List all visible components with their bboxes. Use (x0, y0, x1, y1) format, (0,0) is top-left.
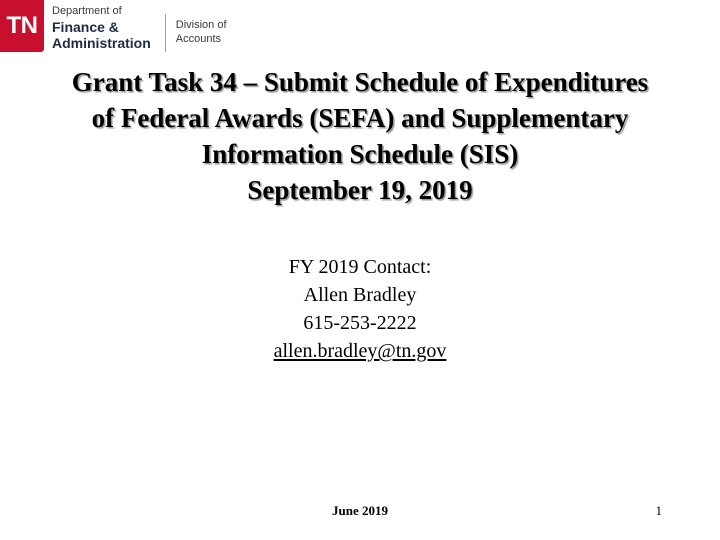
contact-name: Allen Bradley (303, 284, 417, 306)
department-name (52, 6, 151, 58)
department-line-1: Department of (52, 5, 122, 17)
title-line-1: Grant Task 34 – Submit Schedule of Expenditures (71, 67, 649, 97)
title-line-2: of Federal Awards (SEFA) and Supplementary (91, 103, 629, 133)
division-line-2: Accounts (175, 32, 222, 45)
division-name (176, 19, 227, 58)
department-line-3: Administration (52, 35, 151, 51)
slide-title (0, 64, 720, 208)
tn-badge-text: TN (6, 12, 38, 39)
footer-date: June 2019 (332, 503, 388, 518)
title-date: September 19, 2019 (247, 175, 473, 205)
page-number: 1 (655, 503, 662, 518)
division-line-1: Division of (175, 19, 227, 31)
contact-email-link[interactable]: allen.bradley@tn.gov (273, 340, 447, 362)
title-line-3: Information Schedule (SIS) (201, 139, 519, 169)
department-line-2: Finance & (52, 19, 119, 35)
logo-divider (165, 14, 166, 52)
contact-heading: FY 2019 Contact: (288, 256, 432, 278)
contact-phone: 615-253-2222 (303, 312, 417, 334)
tn-badge (0, 0, 44, 52)
tn-finance-logo (0, 0, 227, 58)
contact-block (0, 253, 720, 365)
